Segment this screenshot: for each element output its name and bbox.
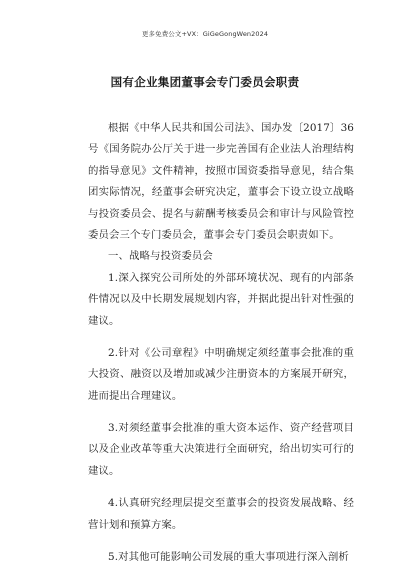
list-item <box>88 418 354 482</box>
text-line: 1.深入探究公司所处的外部环境状况、现有的内部条 <box>108 271 354 284</box>
text-line: 营计划和预算方案。 <box>88 518 183 531</box>
text-line: 委员会三个专门委员会，董事会专门委员会职责如下。 <box>88 228 340 241</box>
paragraph-intro <box>88 118 354 246</box>
text-line: 根据《中华人民共和国公司法》、国办发〔2017〕36 <box>108 122 354 134</box>
text-line: 4.认真研究经理层提交至董事会的投资发展战略、经 <box>108 497 354 510</box>
document-title: 国有企业集团董事会专门委员会职责 <box>110 75 300 89</box>
list-item <box>88 268 354 332</box>
text-line: 建议。 <box>88 314 120 327</box>
header-note: 更多免费公文+VX：GiGeGongWen2024 <box>141 30 269 38</box>
section-heading <box>88 246 354 267</box>
text-line: 以及企业改革等重大决策进行全面研究，给出切实可行的 <box>88 443 354 456</box>
text-line: 与投资委员会、提名与薪酬考核委员会和审计与风险管控 <box>88 207 354 220</box>
text-line: 团实际情况，经董事会研究决定，董事会下设立设立战略 <box>88 186 354 199</box>
list-item <box>88 343 354 407</box>
text-line: 件情况以及中长期发展规划内容，并据此提出针对性强的 <box>88 293 354 306</box>
text-line: 进而提出合理建议。 <box>88 389 183 402</box>
text-line: 一、战略与投资委员会 <box>108 250 213 263</box>
text-line: 建议。 <box>88 464 120 477</box>
text-line: 5.对其他可能影响公司发展的重大事项进行深入剖析 <box>108 551 349 564</box>
text-line: 大投资、融资以及增加或减少注册资本的方案展开研究， <box>88 368 354 381</box>
text-line: 2.针对《公司章程》中明确规定须经董事会批准的重 <box>108 346 354 359</box>
document-body <box>88 118 354 568</box>
list-item <box>88 493 354 536</box>
text-line: 的指导意见》文件精神，按照市国资委指导意见，结合集 <box>88 164 354 177</box>
text-line: 3.对须经董事会批准的重大资本运作、资产经营项目 <box>108 422 354 435</box>
list-item <box>88 547 354 568</box>
text-line: 号《国务院办公厅关于进一步完善国有企业法人治理结构 <box>88 143 354 156</box>
